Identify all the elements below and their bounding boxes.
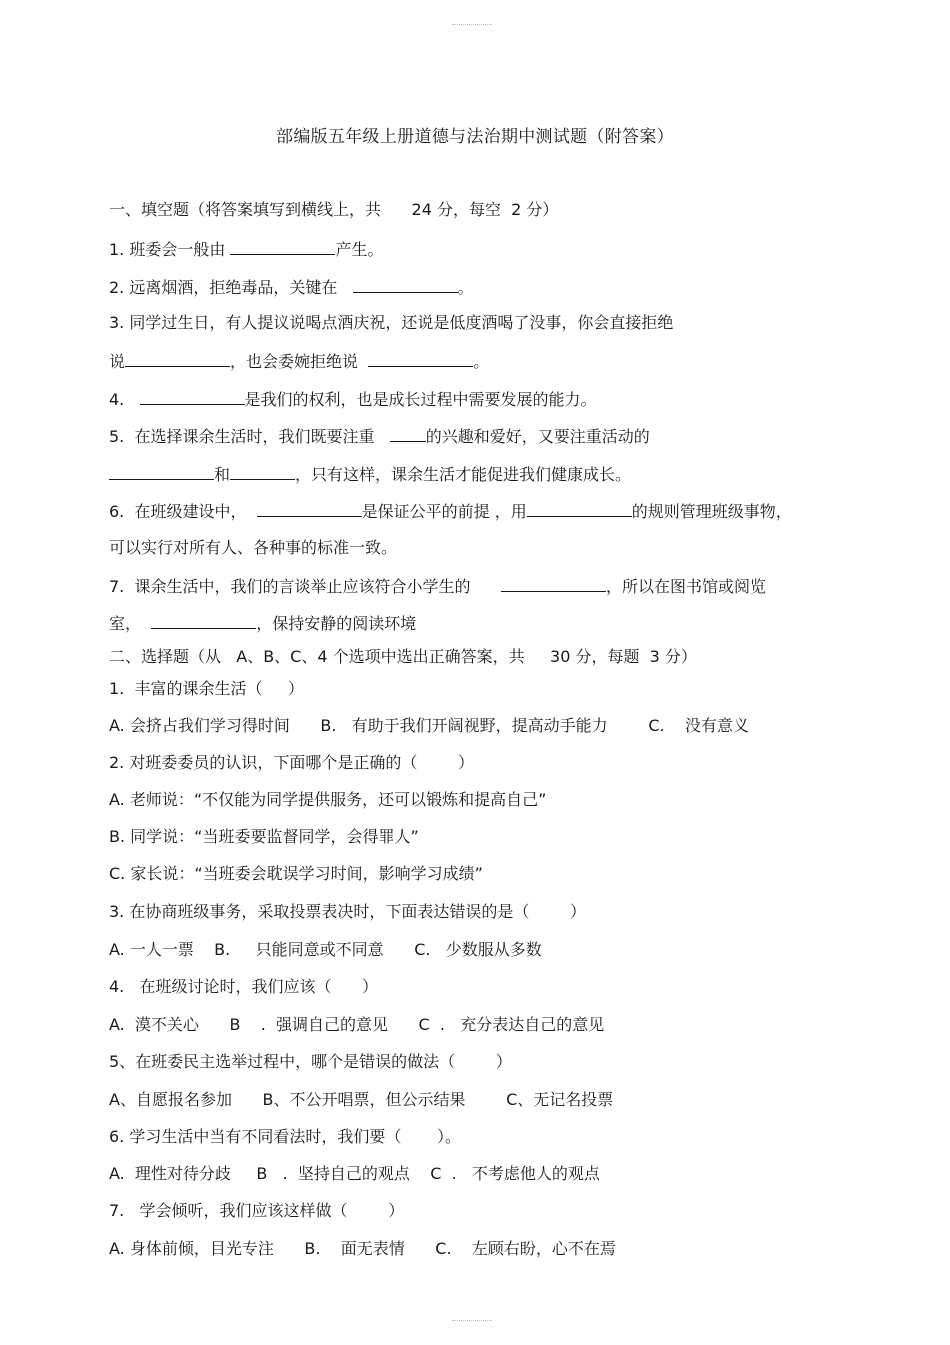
mc-question-2: 2. 对班委委员的认识，下面哪个是正确的（ ） bbox=[109, 753, 475, 772]
mc-question-4: 4. 在班级讨论时，我们应该（ ） bbox=[109, 977, 379, 996]
question-4: 4. 是我们的权利，也是成长过程中需要发展的能力。 bbox=[109, 386, 597, 412]
answer-blank[interactable] bbox=[353, 274, 458, 293]
section2-heading: 二、选择题（从 A、B、C、4 个选项中选出正确答案，共 30 分，每题 3 分） bbox=[109, 647, 697, 666]
mc-option-2a: A. 老师说：“不仅能为同学提供服务，还可以锻炼和提高自己” bbox=[109, 790, 547, 809]
mc-question-1: 1. 丰富的课余生活（ ） bbox=[109, 679, 304, 698]
answer-blank[interactable] bbox=[390, 423, 426, 442]
mc-question-3: 3. 在协商班级事务，采取投票表决时，下面表达错误的是（ ） bbox=[109, 902, 587, 921]
mc-question-5: 5、在班委民主选举过程中，哪个是错误的做法（ ） bbox=[109, 1052, 512, 1071]
answer-blank[interactable] bbox=[230, 461, 295, 480]
mc-options-7: A. 身体前倾，目光专注 B. 面无表情 C. 左顾右盼，心不在焉 bbox=[109, 1239, 616, 1258]
answer-blank[interactable] bbox=[368, 348, 473, 367]
answer-blank[interactable] bbox=[527, 498, 632, 517]
question-5-line2: 和 ，只有这样，课余生活才能促进我们健康成长。 bbox=[109, 461, 631, 487]
mc-options-1: A. 会挤占我们学习得时间 B. 有助于我们开阔视野，提高动手能力 C. 没有意义 bbox=[109, 716, 749, 735]
question-3-line2: 说 ，也会委婉拒绝说 。 bbox=[109, 348, 489, 374]
question-2: 2. 远离烟酒，拒绝毒品，关键在 。 bbox=[109, 274, 474, 300]
answer-blank[interactable] bbox=[501, 573, 606, 592]
answer-blank[interactable] bbox=[140, 386, 245, 405]
mc-options-3: A. 一人一票 B. 只能同意或不同意 C. 少数服从多数 bbox=[109, 940, 542, 959]
mc-option-2b: B. 同学说：“当班委要监督同学，会得罪人” bbox=[109, 827, 419, 846]
answer-blank[interactable] bbox=[109, 461, 214, 480]
question-7-line1: 7. 课余生活中，我们的言谈举止应该符合小学生的 ，所以在图书馆或阅览 bbox=[109, 573, 766, 599]
page-bottom-dots bbox=[452, 1320, 492, 1325]
mc-question-6: 6. 学习生活中当有不同看法时，我们要（ ）。 bbox=[109, 1127, 461, 1146]
answer-blank[interactable] bbox=[257, 498, 362, 517]
mc-options-5: A、自愿报名参加 B、不公开唱票，但公示结果 C、无记名投票 bbox=[109, 1090, 614, 1109]
section1-heading: 一、填空题（将答案填写到横线上，共 24 分，每空 2 分） bbox=[109, 200, 559, 219]
mc-option-2c: C. 家长说：“当班委会耽误学习时间，影响学习成绩” bbox=[109, 864, 483, 883]
answer-blank[interactable] bbox=[151, 610, 256, 629]
mc-question-7: 7. 学会倾听，我们应该这样做（ ） bbox=[109, 1201, 405, 1220]
answer-blank[interactable] bbox=[125, 348, 230, 367]
page-title: 部编版五年级上册道德与法治期中测试题（附答案） bbox=[276, 127, 674, 147]
question-3-line1: 3. 同学过生日，有人提议说喝点酒庆祝，还说是低度酒喝了没事，你会直接拒绝 bbox=[109, 313, 674, 332]
question-7-line2: 室， ，保持安静的阅读环境 bbox=[109, 610, 416, 636]
answer-blank[interactable] bbox=[230, 236, 335, 255]
question-1: 1. 班委会一般由 产生。 bbox=[109, 236, 383, 262]
question-6-line2: 可以实行对所有人、各种事的标准一致。 bbox=[109, 538, 398, 557]
mc-options-6: A. 理性对待分歧 B . 坚持自己的观点 C . 不考虑他人的观点 bbox=[109, 1164, 600, 1183]
question-6-line1: 6. 在班级建设中， 是保证公平的前提 ，用 的规则管理班级事物， bbox=[109, 498, 792, 524]
page-top-dots bbox=[452, 24, 492, 29]
mc-options-4: A. 漠不关心 B . 强调自己的意见 C . 充分表达自己的意见 bbox=[109, 1015, 605, 1034]
question-5-line1: 5. 在选择课余生活时，我们既要注重 的兴趣和爱好，又要注重活动的 bbox=[109, 423, 650, 449]
